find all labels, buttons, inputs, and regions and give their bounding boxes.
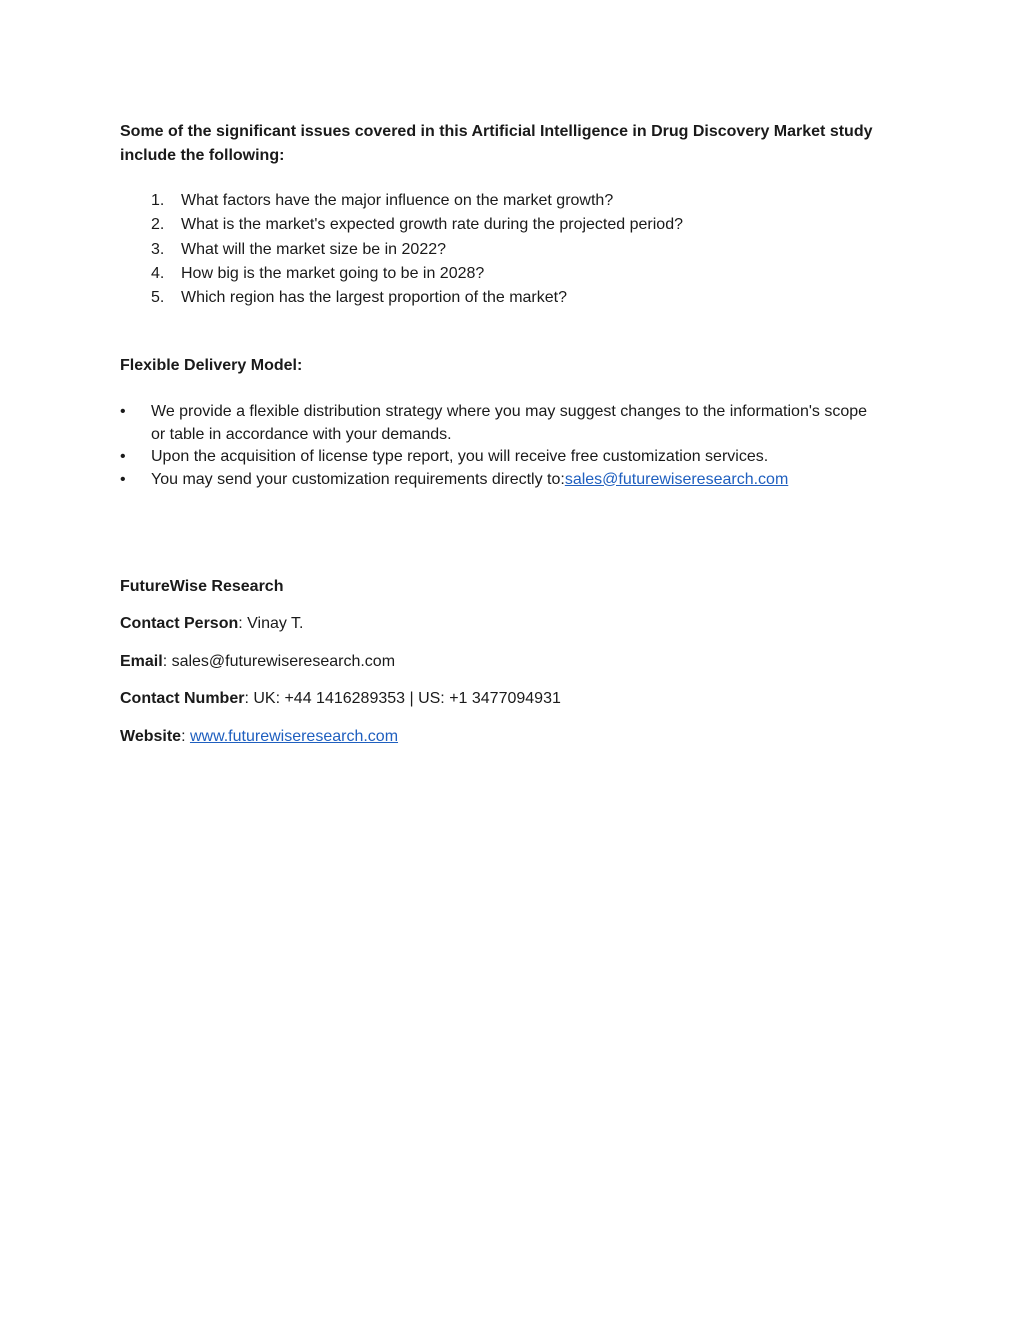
bullet-icon: • <box>120 448 126 465</box>
website-separator: : <box>181 728 190 745</box>
email-value: : sales@futurewiseresearch.com <box>162 653 396 670</box>
list-number: 2. <box>151 216 165 234</box>
list-item <box>120 262 880 286</box>
bullet-icon: • <box>120 403 126 420</box>
bullet-text: You may send your customization requirements directly to: <box>151 470 565 488</box>
website-link[interactable]: www.futurewiseresearch.com <box>189 728 399 745</box>
question-text: What is the market's expected growth rate during the projected period? <box>181 216 683 234</box>
contact-person-label: Contact Person <box>120 615 239 632</box>
list-item <box>120 189 880 213</box>
contact-number-line <box>120 687 561 711</box>
website-line <box>120 725 398 749</box>
bullet-item <box>120 401 880 446</box>
contact-person-value: : Vinay T. <box>238 615 304 632</box>
email-link[interactable]: sales@futurewiseresearch.com <box>564 470 789 488</box>
bullet-item <box>120 446 880 469</box>
list-number: 4. <box>151 264 165 282</box>
intro-heading: Some of the significant issues covered in this Artificial Intelligence in Drug Discovery Market study include the following: <box>120 123 873 164</box>
bullet-icon: • <box>120 470 126 488</box>
delivery-bullets <box>120 401 880 491</box>
email-line <box>120 650 395 674</box>
list-item <box>120 286 880 310</box>
questions-list <box>120 189 880 310</box>
contact-person-line <box>120 612 303 636</box>
website-label: Website <box>120 728 182 745</box>
list-number: 3. <box>151 240 165 258</box>
contact-number-value: : UK: +44 1416289353 | US: +1 3477094931 <box>244 690 561 707</box>
question-text: What factors have the major influence on the market growth? <box>181 192 614 209</box>
list-item <box>120 213 880 237</box>
question-text: Which region has the largest proportion of the market? <box>181 289 567 307</box>
bullet-item <box>120 469 880 492</box>
bullet-text: Upon the acquisition of license type report, you will receive free customization services. <box>151 448 769 465</box>
question-text: How big is the market going to be in 2028? <box>181 264 485 282</box>
delivery-heading: Flexible Delivery Model: <box>120 357 303 374</box>
list-number: 1. <box>151 192 165 209</box>
question-text: What will the market size be in 2022? <box>181 240 447 258</box>
company-name: FutureWise Research <box>120 578 284 595</box>
contact-number-label: Contact Number <box>120 690 245 707</box>
email-label: Email <box>120 653 163 670</box>
list-item <box>120 238 880 262</box>
bullet-text: We provide a flexible distribution strategy where you may suggest changes to the information's scope or table in accordance with your demands. <box>151 403 868 443</box>
list-number: 5. <box>151 289 165 307</box>
